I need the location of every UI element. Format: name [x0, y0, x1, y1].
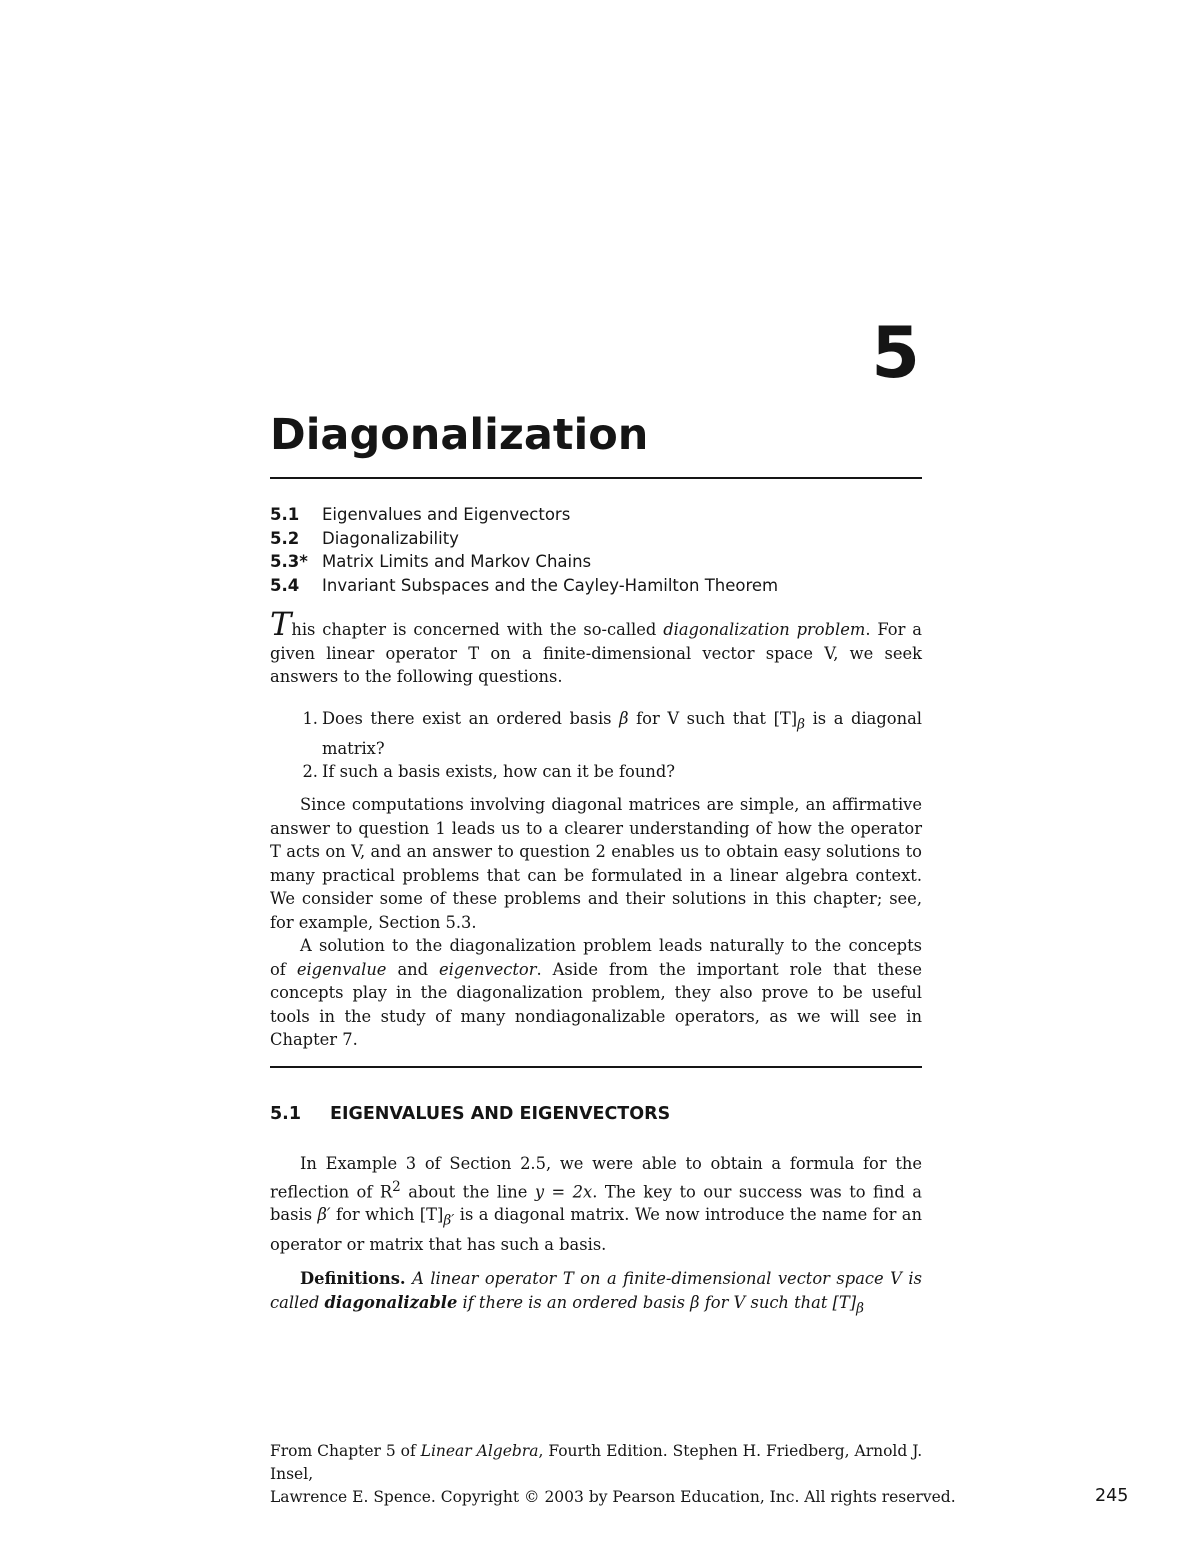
section-number: 5.1	[270, 1104, 302, 1124]
section-paragraph	[270, 1152, 922, 1257]
math-equation: y = 2x	[534, 1181, 593, 1201]
book-title: Linear Algebra	[420, 1442, 539, 1460]
section-heading	[270, 1104, 670, 1124]
question-text-part: for V such that [T]	[628, 709, 798, 728]
section-title: EIGENVALUES AND EIGENVECTORS	[330, 1104, 671, 1124]
footnote-text: , Fourth Edition. Stephen H. Friedberg, Arnold J. Insel,	[270, 1442, 923, 1483]
toc-item-number: 5.1	[270, 505, 300, 524]
section-text: for which [T]	[330, 1205, 444, 1225]
math-symbol: β′	[317, 1205, 331, 1225]
footnote-line: Lawrence E. Spence. Copyright © 2003 by Pearson Education, Inc. All rights reserved.	[270, 1488, 956, 1506]
toc-item	[270, 550, 922, 574]
body-text: . Aside from the important role that these concepts play in the diagonalization problem, they also prove to be useful tools in the study of many nondiagonalizable operators, as we will see in Chapter 7.	[270, 959, 922, 1049]
math-subscript: β	[797, 716, 805, 733]
toc-item-title: Invariant Subspaces and the Cayley-Hamilton Theorem	[322, 575, 779, 595]
body-text: and	[386, 959, 440, 979]
question-text-part: Does there exist an ordered basis	[322, 709, 620, 728]
chapter-title: Diagonalization	[270, 410, 649, 460]
math-subscript: β′	[443, 1212, 455, 1229]
toc-item-title: Eigenvalues and Eigenvectors	[322, 505, 571, 524]
term-emphasis: eigenvalue	[296, 959, 387, 979]
page-number: 245	[1095, 1486, 1129, 1506]
section-text: about the line	[400, 1181, 535, 1201]
toc-item	[270, 574, 922, 598]
toc-item	[270, 503, 922, 527]
toc-item-title: Diagonalizability	[322, 528, 459, 548]
toc-item	[270, 527, 922, 551]
question-text: If such a basis exists, how can it be found?	[322, 762, 675, 782]
intro-text: . For a given linear operator T on a finite-dimensional vector space V, we seek answers to the following questions.	[270, 620, 922, 686]
body-paragraph: Since computations involving diagonal matrices are simple, an affirmative answer to question 1 leads us to a clearer understanding of how the operator T acts on V, and an answer to question 2 enables us to obtain easy solutions to many practical problems that can be formulated in a linear algebra context. We consider some of these problems and their solutions in this chapter; see, for example, Section 5.3.	[270, 795, 922, 932]
footnote-text: From Chapter 5 of	[270, 1442, 421, 1460]
math-subscript: β	[856, 1299, 864, 1316]
term-emphasis: eigenvector	[439, 959, 537, 979]
section-text: is a diagonal matrix. We now introduce the name for an operator or matrix that has such a basis.	[270, 1205, 922, 1255]
definition-paragraph	[270, 1267, 922, 1320]
toc-item-title: Matrix Limits and Markov Chains	[322, 552, 592, 571]
math-symbol: β	[690, 1292, 700, 1312]
chapter-number: 5	[871, 312, 920, 394]
toc-item-number: 5.3*	[270, 552, 308, 571]
section-rule	[270, 1066, 922, 1068]
question-text-part: is a diagonal matrix?	[322, 709, 922, 758]
definition-text: if there is an ordered basis	[457, 1292, 691, 1312]
definition-text: A linear operator T on a finite-dimensional vector space V is called	[270, 1269, 922, 1312]
question-text	[322, 707, 922, 760]
body-text: A solution to the diagonalization problem leads naturally to the concepts of	[270, 936, 922, 979]
math-symbol: β	[619, 709, 629, 728]
chapter-contents	[270, 503, 922, 597]
question-number: 1.	[302, 709, 318, 728]
toc-item-number: 5.4	[270, 575, 300, 595]
body-paragraph	[270, 934, 922, 1052]
source-footnote	[270, 1440, 970, 1509]
question-item	[270, 760, 922, 784]
toc-item-number: 5.2	[270, 528, 300, 548]
intro-emphasis: diagonalization problem	[663, 620, 866, 639]
superscript: 2	[392, 1178, 401, 1195]
intro-paragraph	[270, 605, 922, 689]
definition-label: Definitions.	[300, 1269, 406, 1288]
question-list	[270, 707, 922, 784]
intro-text: his chapter is concerned with the so-called	[291, 620, 664, 639]
footnote-line	[270, 1440, 970, 1486]
section-text: In Example 3 of Section 2.5, we were able to obtain a formula for the reflection of R	[270, 1154, 922, 1201]
section-text: . The key to our success was to find a basis	[270, 1181, 922, 1225]
question-number: 2.	[302, 762, 318, 782]
definition-text: for V such that [T]	[699, 1292, 857, 1312]
top-rule	[270, 477, 922, 479]
question-item	[270, 707, 922, 760]
defined-term: diagonalizable	[324, 1292, 458, 1312]
drop-cap: T	[270, 605, 292, 643]
